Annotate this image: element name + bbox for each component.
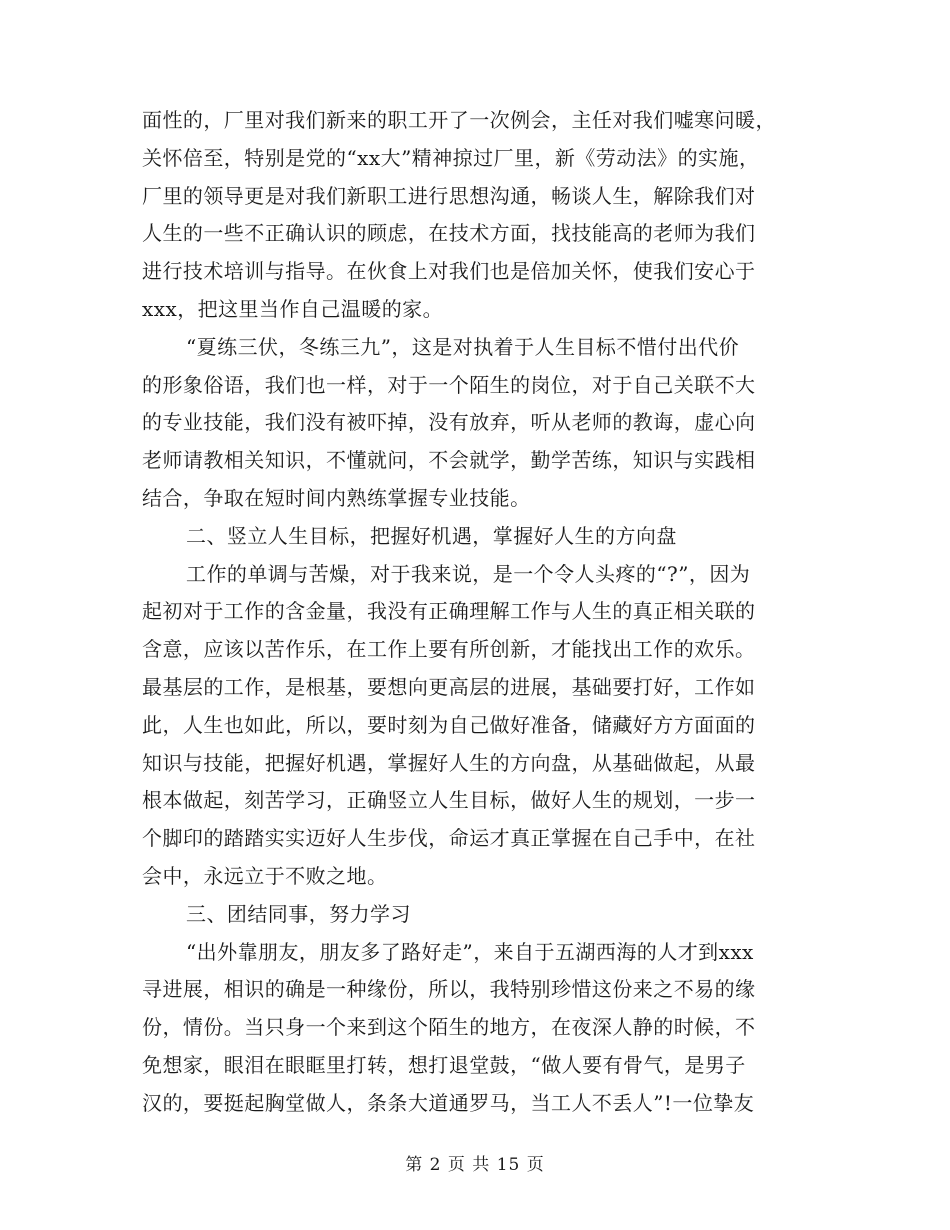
text-line: 二、竖立人生目标，把握好机遇，掌握好人生的方向盘	[186, 523, 677, 548]
text-line: 的形象俗语，我们也一样，对于一个陌生的岗位，对于自己关联不大	[142, 372, 756, 397]
text-line: 根本做起，刻苦学习，正确竖立人生目标，做好人生的规划，一步一	[142, 788, 756, 813]
text-line: 会中，永远立于不败之地。	[142, 863, 388, 888]
text-line: 个脚印的踏踏实实迈好人生步伐，命运才真正掌握在自己手中，在社	[142, 826, 756, 851]
paragraph	[142, 518, 812, 556]
text-line: 寻进展，相识的确是一种缘份，所以，我特别珍惜这份来之不易的缘	[142, 977, 756, 1002]
paragraph	[142, 102, 812, 329]
text-line: 工作的单调与苦燥，对于我来说，是一个令人头疼的“?”，因为	[186, 561, 751, 586]
text-line: 份，情份。当只身一个来到这个陌生的地方，在夜深人静的时候，不	[142, 1015, 756, 1040]
text-line: 最基层的工作，是根基，要想向更高层的进展，基础要打好，工作如	[142, 674, 756, 699]
text-line: 的专业技能，我们没有被吓掉，没有放弃，听从老师的教诲，虚心向	[142, 410, 756, 435]
text-line: 进行技术培训与指导。在伙食上对我们也是倍加关怀，使我们安心于	[142, 259, 756, 284]
paragraph	[142, 934, 812, 1123]
text-line: “夏练三伏，冬练三九”，这是对执着于人生目标不惜付出代价	[186, 334, 740, 359]
page-footer: 第 2 页 共 15 页	[405, 1155, 545, 1175]
text-line: 人生的一些不正确认识的顾虑，在技术方面，找技能高的老师为我们	[142, 221, 756, 246]
text-line: “出外靠朋友，朋友多了路好走”，来自于五湖西海的人才到xxx	[186, 939, 754, 964]
paragraph	[142, 329, 812, 518]
text-line: 三、团结同事，努力学习	[186, 901, 411, 926]
paragraph	[142, 896, 812, 934]
text-line: 汉的，要挺起胸堂做人，条条大道通罗马，当工人不丢人”!一位挚友	[142, 1090, 755, 1115]
text-line: xxx，把这里当作自己温暖的家。	[142, 296, 444, 321]
text-line: 此，人生也如此，所以，要时刻为自己做好准备，储藏好方方面面的	[142, 712, 756, 737]
text-line: 含意，应该以苦作乐，在工作上要有所创新，才能找出工作的欢乐。	[142, 637, 756, 662]
document-body	[142, 102, 812, 1123]
paragraph	[142, 556, 812, 896]
text-line: 老师请教相关知识，不懂就问，不会就学，勤学苦练，知识与实践相	[142, 448, 756, 473]
text-line: 起初对于工作的含金量，我没有正确理解工作与人生的真正相关联的	[142, 599, 756, 624]
text-line: 厂里的领导更是对我们新职工进行思想沟通，畅谈人生，解除我们对	[142, 183, 756, 208]
text-line: 免想家，眼泪在眼眶里打转，想打退堂鼓，“做人要有骨气，是男子	[142, 1052, 746, 1077]
text-line: 结合，争取在短时间内熟练掌握专业技能。	[142, 485, 531, 510]
text-line: 关怀倍至，特别是党的“xx大”精神掠过厂里，新《劳动法》的实施，	[142, 145, 760, 170]
text-line: 知识与技能，把握好机遇，掌握好人生的方向盘，从基础做起，从最	[142, 750, 756, 775]
text-line: 面性的，厂里对我们新来的职工开了一次例会，主任对我们嘘寒问暖，	[142, 108, 776, 132]
